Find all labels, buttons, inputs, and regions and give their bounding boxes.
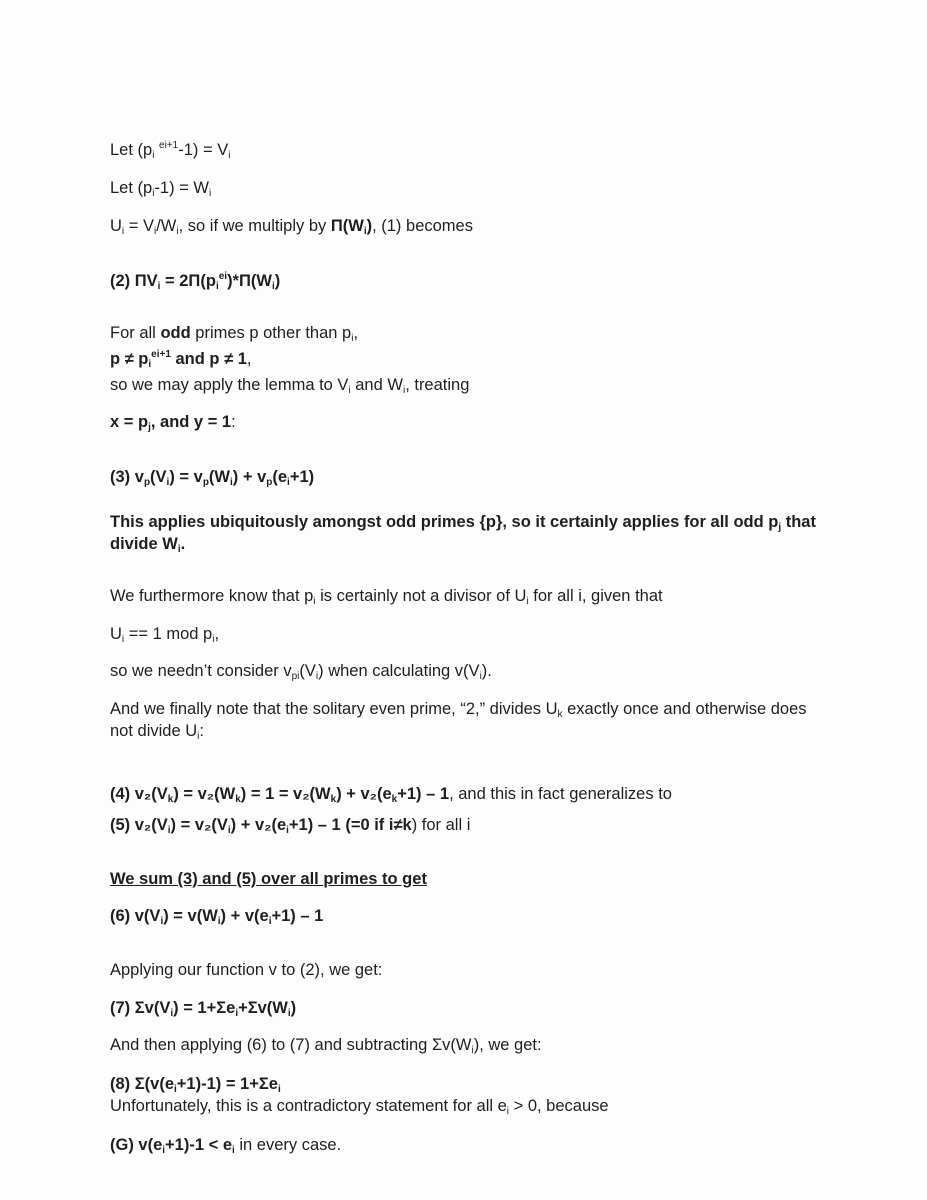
equation-2: (2) $\Pi V_i = 2\Pi(p_i^{ei})*\Pi(W_i)$	[110, 271, 281, 292]
needn't-consider-line: so we needn’t consider $v_{pi}(V_i)$ when calculating $v(V_i)$.	[110, 662, 492, 682]
sum-heading: We sum (3) and (5) over all primes to get	[110, 870, 427, 888]
apply-lemma-line: so we may apply the lemma to $V_i$ and $W_i$, treating	[110, 376, 470, 396]
equation-8: (8) $\Sigma(v(e_i+1)-1) = 1+\Sigma e_i$	[110, 1075, 281, 1095]
divisor-remark-line: We furthermore know that $p_i$ is certainly not a divisor of $U_i$ for all i, given that	[110, 587, 663, 607]
ubiquity-paragraph: This applies ubiquitously amongst odd primes {p}, so it certainly applies for all odd $p_j$ that divide $W_i$.	[110, 513, 816, 555]
equation-4: (4) $v_2(V_k) = v_2(W_k) = 1 = v_2(W_k) + v_2(e_k+1) - 1$, and this in fact generalizes to	[110, 785, 672, 805]
equation-g: (G) $v(e_i+1)-1 < e_i$ in every case.	[110, 1136, 342, 1156]
equation-7: (7) $\Sigma v(V_i) = 1+\Sigma e_i+\Sigma v(W_i)$	[110, 999, 297, 1019]
equation-5: (5) $v_2(V_i) = v_2(V_i) + v_2(e_i+1) - 1$ (=0 if i≠k) for all i	[110, 816, 471, 836]
apply-function-line: Applying our function v to (2), we get:	[110, 961, 383, 979]
even-prime-paragraph: And we finally note that the solitary even prime, “2,” divides $U_k$ exactly once and otherwise does not divide $U_i$:	[110, 700, 807, 742]
odd-primes-line: For all odd primes p other than $p_i$,	[110, 324, 359, 344]
ui-ratio-line: $U_i = V_i/W_i$, so if we multiply by $\Pi(W_i)$, (1) becomes	[110, 217, 473, 237]
substitution-line: $x = p_j$, and y = 1:	[110, 413, 236, 433]
equation-3: (3) $v_p(V_i) = v_p(W_i) + v_p(e_i+1)$	[110, 468, 315, 488]
equation-6: (6) $v(V_i) = v(W_i) + v(e_i+1) - 1$	[110, 907, 324, 927]
subtract-line: And then applying (6) to (7) and subtracting $\Sigma v(W_i)$, we get:	[110, 1036, 542, 1056]
definition-wi-line: Let $(p_i-1) = W_i$	[110, 179, 212, 199]
contradiction-line: Unfortunately, this is a contradictory statement for all $e_i > 0$, because	[110, 1097, 609, 1117]
congruence-line: $U_i == 1$ mod $p_i$,	[110, 625, 220, 645]
definition-vi-line: Let ($p_i$ $^{ei+1}-1) = V_i$	[110, 140, 231, 161]
inequality-line: $p \ne p_i^{ei+1}$ and p ≠ 1,	[110, 349, 252, 370]
